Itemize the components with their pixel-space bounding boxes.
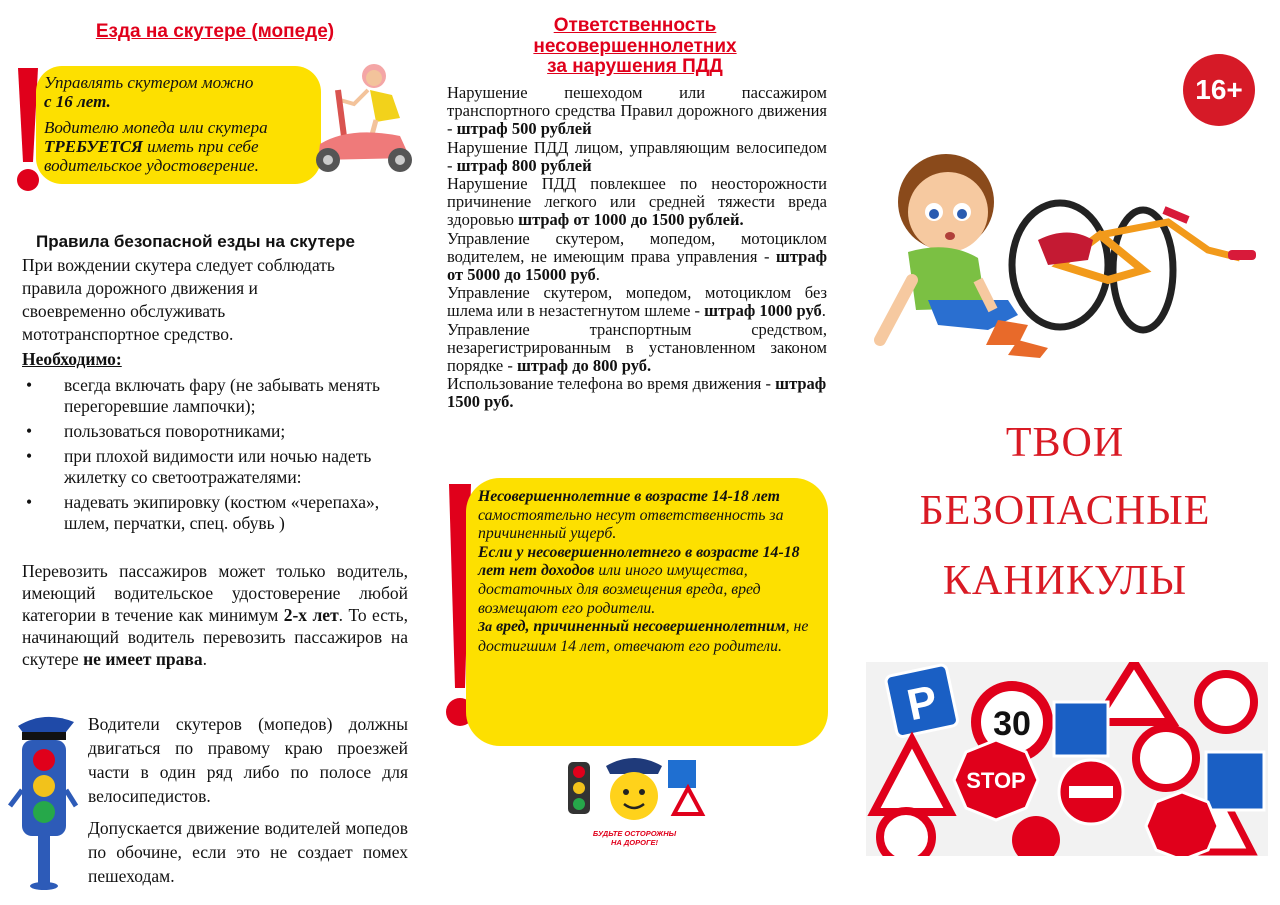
fine-item: Нарушение пешеходом или пассажиром транспортного средства Правил дорожного движения - штраф 500 рублей	[447, 83, 827, 139]
fine-item: Использование телефона во время движения - штраф 1500 руб.	[447, 374, 827, 412]
rules-heading: Правила безопасной езды на скутере	[36, 232, 355, 251]
title-line-1: ТВОИ	[1005, 420, 1125, 466]
stop-sign-text: STOP	[966, 768, 1026, 793]
road-signs-collage	[866, 662, 1268, 856]
fallen-boy-bicycle-illustration	[868, 140, 1263, 365]
list-item: • надевать экипировку (костюм «черепаха», шлем, перчатки, спец. обувь )	[20, 492, 400, 534]
traffic-light-mascot	[8, 710, 80, 892]
drive-right-paragraph: Водители скутеров (мопедов) должны двигаться по правому краю проезжей части в один ряд либо по полосе для велосипедистов.	[88, 714, 408, 806]
fine-item: Управление скутером, мопедом, мотоциклом без шлема или в незастегнутом шлеме - штраф 1000 руб.	[447, 283, 827, 321]
road-safety-logo: БУДЬТЕ ОСТОРОЖНЫ НА ДОРОГЕ!	[562, 752, 707, 842]
scooter-girl-illustration	[300, 60, 425, 175]
fine-item: Управление транспортным средством, незарегистрированным в установленном законом порядке - штраф до 800 руб.	[447, 319, 827, 376]
speed-limit-number: 30	[993, 705, 1031, 743]
scooter-age-text: Управлять скутером можно с 16 лет. Водителю мопеда или скутера ТРЕБУЕТСЯ иметь при себе водительское удостоверение.	[44, 73, 268, 175]
shoulder-paragraph: Допускается движение водителей мопедов по обочине, если это не создает помех пешеходам.	[88, 818, 408, 886]
safety-bullet-list	[20, 375, 400, 538]
need-label: Необходимо:	[22, 349, 122, 369]
list-item: • пользоваться поворотниками;	[20, 421, 400, 442]
rules-text: При вождении скутера следует соблюдать правила дорожного движения и своевременно обслуживать мототранспортное средство.	[22, 255, 335, 344]
passengers-paragraph: Перевозить пассажиров может только водитель, имеющий водительское удостоверение любой категории в течение как минимум 2-х лет. То есть, начинающий водитель перевозить пассажиров на скутере не имеет права.	[22, 561, 408, 669]
title-line-3: КАНИКУЛЫ	[942, 558, 1188, 604]
fine-item: Нарушение ПДД лицом, управляющим велосипедом - штраф 800 рублей	[447, 137, 827, 175]
middle-heading: Ответственность несовершеннолетних за нарушения ПДД	[533, 15, 737, 77]
fine-item: Управление скутером, мопедом, мотоциклом водителем, не имеющим права управления - штраф от 5000 до 15000 руб.	[447, 228, 828, 285]
fines-list	[447, 84, 827, 412]
age-rating-badge: 16+	[1183, 54, 1255, 126]
responsibility-text: Несовершеннолетние в возрасте 14-18 лет самостоятельно несут ответственность за причиненный ущерб. Если у несовершеннолетнего в возрасте 14-18 лет нет доходов или иного имущества, достаточных для возмещения вреда, вред возмещают его родители. За вред, причиненный несовершеннолетним, не достигшим 14 лет, отвечают его родители.	[478, 488, 809, 655]
list-item: • при плохой видимости или ночью надеть жилетку со светоотражателями:	[20, 446, 400, 488]
left-heading: Езда на скутере (мопеде)	[95, 21, 335, 42]
parking-sign-letter: P	[902, 676, 942, 731]
title-line-2: БЕЗОПАСНЫЕ	[919, 488, 1211, 534]
fine-item: Нарушение ПДД повлекшее по неосторожности причинение легкого или средней тяжести вреда здоровью штраф от 1000 до 1500 рублей.	[447, 174, 827, 230]
list-item: • всегда включать фару (не забывать менять перегоревшие лампочки);	[20, 375, 400, 417]
